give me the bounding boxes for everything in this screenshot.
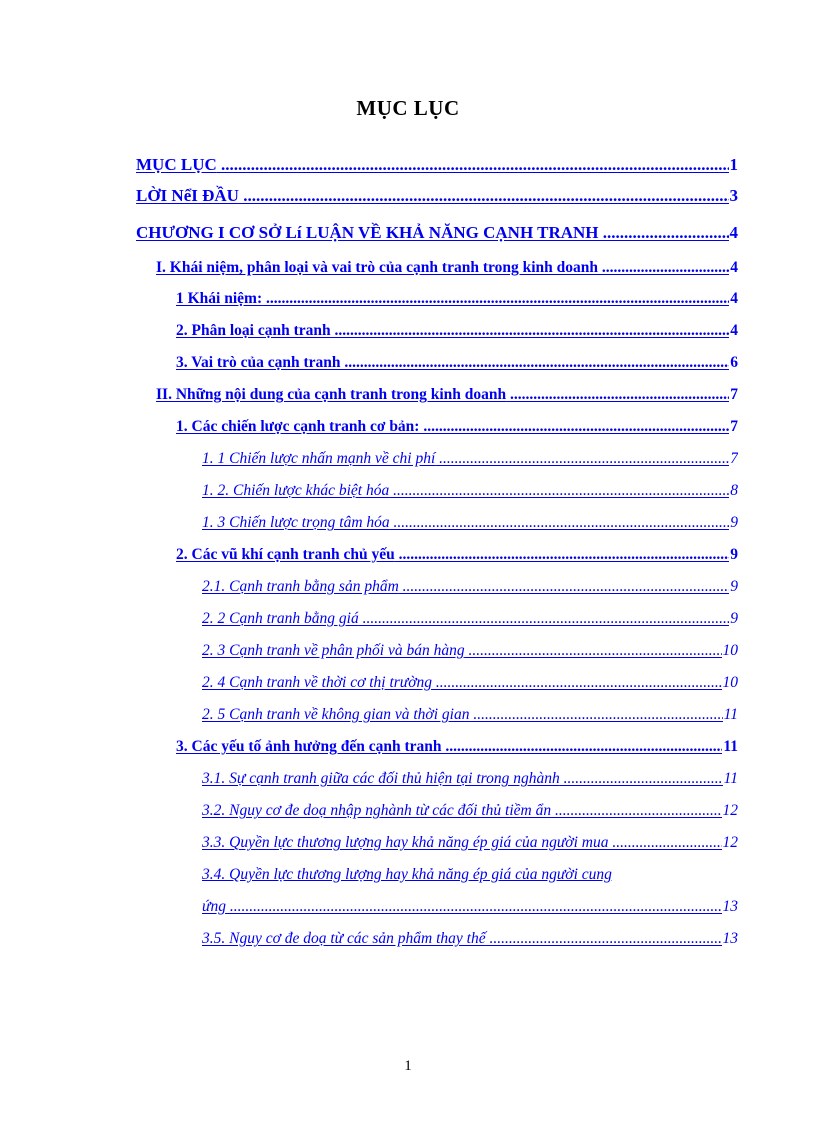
toc-entry-yeu-to[interactable] <box>176 736 738 760</box>
toc-entry-page: 7 <box>729 448 738 470</box>
toc-entry-chuong-1[interactable] <box>136 222 738 246</box>
toc-entry-label: 2. 4 Cạnh tranh về thời cơ thị trường ..... <box>202 674 738 691</box>
toc-entry-page: 1 <box>729 155 738 174</box>
toc-entry-page: 12 <box>722 832 739 854</box>
toc-entry-loi-noi-dau[interactable] <box>136 185 738 209</box>
toc-entry-2-5[interactable] <box>202 704 738 728</box>
toc-entry-label: I. Khái niệm, phân loại và vai trò của cạnh tranh trong kinh doanh ..... <box>156 259 738 276</box>
toc-entry-1-1[interactable] <box>202 448 738 472</box>
toc-entry-2-4[interactable] <box>202 672 738 696</box>
toc-entry-page: 11 <box>723 704 738 726</box>
toc-entry-page: 11 <box>722 736 738 758</box>
toc-entry-label: 3. Các yếu tố ảnh hưởng đến cạnh tranh ..... <box>176 738 738 755</box>
toc-entry-page: 10 <box>722 672 739 694</box>
toc-entry-page: 10 <box>722 640 739 662</box>
page-title: MỤC LỤC <box>356 96 460 120</box>
toc-entry-label: 3. Vai trò của cạnh tranh ..... <box>176 354 738 371</box>
toc-entry-page: 13 <box>722 928 739 950</box>
toc-entry-page: 8 <box>729 480 738 502</box>
toc-entry-muc-luc[interactable] <box>136 154 738 178</box>
toc-entry-phan-loai[interactable] <box>176 320 738 344</box>
toc-entry-label: LỜI NểI ĐẦU ..... <box>136 186 738 205</box>
toc-entry-1-3[interactable] <box>202 512 738 536</box>
toc-entry-label: 3.2. Nguy cơ đe doạ nhập nghành từ các đối thủ tiềm ẩn ..... <box>202 802 738 819</box>
toc-entry-3-1[interactable] <box>202 768 738 792</box>
page-number: 1 <box>404 1058 412 1074</box>
toc-entry-khai-niem[interactable] <box>176 288 738 312</box>
toc-entry-2-2[interactable] <box>202 608 738 632</box>
toc-entry-page: 9 <box>729 576 738 598</box>
toc-entry-page: 11 <box>723 768 738 790</box>
toc-entry-label: 2. Phân loại cạnh tranh ..... <box>176 322 738 339</box>
toc-entry-3-4[interactable] <box>202 896 738 920</box>
toc-entry-page: 9 <box>729 512 738 534</box>
toc-entry-label: 2. 2 Cạnh tranh bằng giá ..... <box>202 610 738 627</box>
toc-entry-3-3[interactable] <box>202 832 738 856</box>
toc-entry-page: 12 <box>722 800 739 822</box>
toc-entry-page: 4 <box>729 223 738 242</box>
toc-entry-label: ứng ..... <box>202 898 738 915</box>
toc-entry-label: 1. Các chiến lược cạnh tranh cơ bản: ..... <box>176 418 738 435</box>
toc-entry-label: MỤC LỤC ..... <box>136 155 738 174</box>
toc-entry-vai-tro[interactable] <box>176 352 738 376</box>
toc-entry-3-5[interactable] <box>202 928 738 952</box>
toc-entry-2-3[interactable] <box>202 640 738 664</box>
toc-entry-label: 3.5. Nguy cơ đe doạ từ các sản phẩm thay thế ..... <box>202 930 738 947</box>
toc-entry-label: II. Những nội dung của cạnh tranh trong kinh doanh ..... <box>156 386 738 403</box>
toc-entry-section-1[interactable] <box>156 257 738 281</box>
toc-entry-label: 1. 3 Chiến lược trọng tâm hóa ..... <box>202 514 738 531</box>
toc-entry-1-2[interactable] <box>202 480 738 504</box>
toc-entry-label: CHƯƠNG I CƠ SỞ Lí LUẬN VỀ KHẢ NĂNG CẠNH TRANH ..... <box>136 223 738 242</box>
toc-entry-label: 3.1. Sự cạnh tranh giữa các đối thủ hiện tại trong nghành ..... <box>202 770 738 787</box>
toc-entry-section-2[interactable] <box>156 384 738 408</box>
toc-entry-page: 7 <box>729 416 738 438</box>
toc-entry-label: 2. Các vũ khí cạnh tranh chủ yếu ..... <box>176 546 738 563</box>
toc-entry-label: 2.1. Cạnh tranh bằng sản phẩm ..... <box>202 578 738 595</box>
toc-entry-page: 4 <box>729 320 738 342</box>
toc-entry-label: 2. 5 Cạnh tranh về không gian và thời gian ..... <box>202 706 738 723</box>
toc-entry-page: 13 <box>722 896 739 918</box>
toc-entry-page: 9 <box>729 608 738 630</box>
toc-entry-label: 2. 3 Cạnh tranh về phân phối và bán hàng ..... <box>202 642 738 659</box>
toc-entry-page: 4 <box>729 288 738 310</box>
toc-entry-label: 1. 1 Chiến lược nhấn mạnh về chi phí ..... <box>202 450 738 467</box>
toc-entry-chien-luoc[interactable] <box>176 416 738 440</box>
toc-entry-label: 3.3. Quyền lực thương lượng hay khả năng ép giá của người mua ..... <box>202 834 738 851</box>
toc-entry-page: 7 <box>729 384 738 406</box>
toc-entry-2-1[interactable] <box>202 576 738 600</box>
toc-entry-page: 6 <box>729 352 738 374</box>
toc-entry-page: 9 <box>729 544 738 566</box>
toc-entry-page: 3 <box>729 186 738 205</box>
toc-entry-page: 4 <box>729 257 738 279</box>
toc-entry-label: 1 Khái niệm: ..... <box>176 290 738 307</box>
toc-entry-3-2[interactable] <box>202 800 738 824</box>
toc-entry-label: 1. 2. Chiến lược khác biệt hóa ..... <box>202 482 738 499</box>
toc-entry-3-4-line1[interactable]: 3.4. Quyền lực thương lượng hay khả năng ép giá của người cung <box>202 866 612 883</box>
toc-entry-vu-khi[interactable] <box>176 544 738 568</box>
